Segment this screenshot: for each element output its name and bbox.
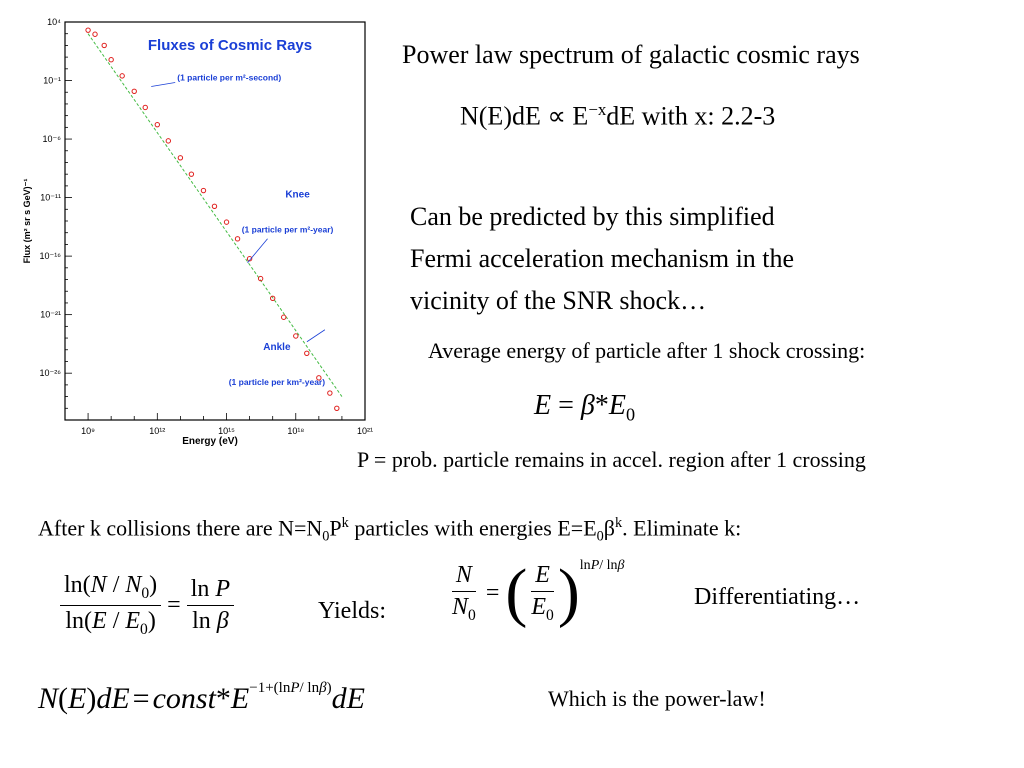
y-tick-label: 10⁻¹¹ [40,192,61,203]
eq1-e: E [608,390,626,421]
eq3-left-fraction [448,562,480,625]
after-k-part-2: P [329,515,342,541]
equation-energy-gain [534,390,635,426]
y-tick-label: 10⁻¹⁶ [39,251,61,262]
average-energy-text: Average energy of particle after 1 shock crossing: [428,338,866,363]
power-law-definition [460,100,775,132]
equation-log-ratio [60,572,234,639]
equation-power-law-result: $N(E)dE = const*E^{-1+(lnP/ ln\beta)}dE$ [38,680,365,715]
prediction-line-2: Fermi acceleration mechanism in the [410,244,795,273]
eq1-beta: β [580,390,595,421]
eq3-numerator: N [452,562,476,592]
eq4-exponent: −1+(lnP/ lnβ) [249,680,332,696]
chart-annotation: Knee [285,189,310,201]
eq3-equals: = [485,579,500,606]
prediction-line-3: vicinity of the SNR shock… [410,286,707,315]
slide-heading: Power law spectrum of galactic cosmic rays [402,40,860,69]
after-k-sub-0b: 0 [596,528,604,545]
x-axis-label: Energy (eV) [182,436,238,447]
after-k-sub-0a: 0 [322,528,330,545]
power-law-conclusion: Which is the power-law! [548,686,766,711]
prediction-line-1: Can be predicted by this simplified [410,202,775,231]
eq3-inner-numerator: E [531,562,554,592]
chart-annotation: (1 particle per m²-second) [177,72,282,83]
eq2-equals: = [167,591,181,618]
cosmic-ray-flux-chart [10,8,378,448]
yields-label: Yields: [318,598,387,624]
chart-annotation: (1 particle per km²-year) [228,376,326,387]
y-tick-label: 10⁻⁶ [42,134,61,145]
power-law-left: N(E)dE ∝ E [460,101,589,131]
equation-number-ratio [448,556,625,629]
eq2-left-fraction [60,572,161,639]
eq1-equals: = [558,390,574,421]
after-k-sup-k1: k [341,515,349,531]
prediction-text [410,196,794,322]
eq3-denominator: $N_0$ [452,593,476,624]
differentiating-label: Differentiating… [694,584,861,610]
eq3-inner-denominator: $E_0$ [531,593,554,624]
eq1-sub: 0 [625,404,636,425]
x-tick-label: 10⁹ [81,426,96,436]
eq2-right-fraction [187,576,234,635]
chart-panel [10,8,378,448]
after-k-part-5: . Eliminate k: [622,515,742,541]
eq2-right-denominator: ln β [192,607,229,634]
x-tick-label: 10²¹ [356,426,374,436]
x-tick-label: 10¹⁸ [287,426,305,436]
eq3-left-paren: ( [505,556,528,629]
after-k-collisions-text [38,515,741,546]
y-tick-label: 10⁻²⁶ [39,368,61,379]
power-law-exponent: −x [588,100,607,119]
y-axis-label: Flux (m² sr s GeV)⁻¹ [22,178,32,264]
after-k-sup-k2: k [615,515,623,531]
after-k-part-3: particles with energies E=E [348,515,597,541]
power-law-right: dE with x: 2.2-3 [606,101,776,131]
chart-title: Fluxes of Cosmic Rays [147,37,313,54]
chart-annotation: Ankle [263,341,291,353]
eq1-star: * [594,390,609,421]
y-tick-label: 10⁻²¹ [40,309,61,320]
y-tick-label: 10⁴ [47,17,61,27]
x-tick-label: 10¹² [149,426,166,436]
probability-definition: P = prob. particle remains in accel. region after 1 crossing [357,447,866,472]
eq1-lhs: E [534,390,552,421]
after-k-part-4: β [603,515,615,541]
y-tick-label: 10⁻¹ [43,75,61,86]
eq2-left-numerator: $\ln(N / N_0)$ [60,572,161,606]
x-tick-label: 10¹⁵ [218,426,235,436]
eq3-inner-fraction [527,562,557,625]
eq3-right-paren: ) [557,556,580,629]
eq2-left-denominator: $\ln(E / E_0)$ [65,607,156,638]
chart-annotation: (1 particle per m²-year) [241,224,334,235]
after-k-part-1: After k collisions there are N=N [38,515,323,541]
eq2-right-numerator: ln P [187,576,234,606]
eq3-exponent: lnP/ lnβ [579,558,625,573]
